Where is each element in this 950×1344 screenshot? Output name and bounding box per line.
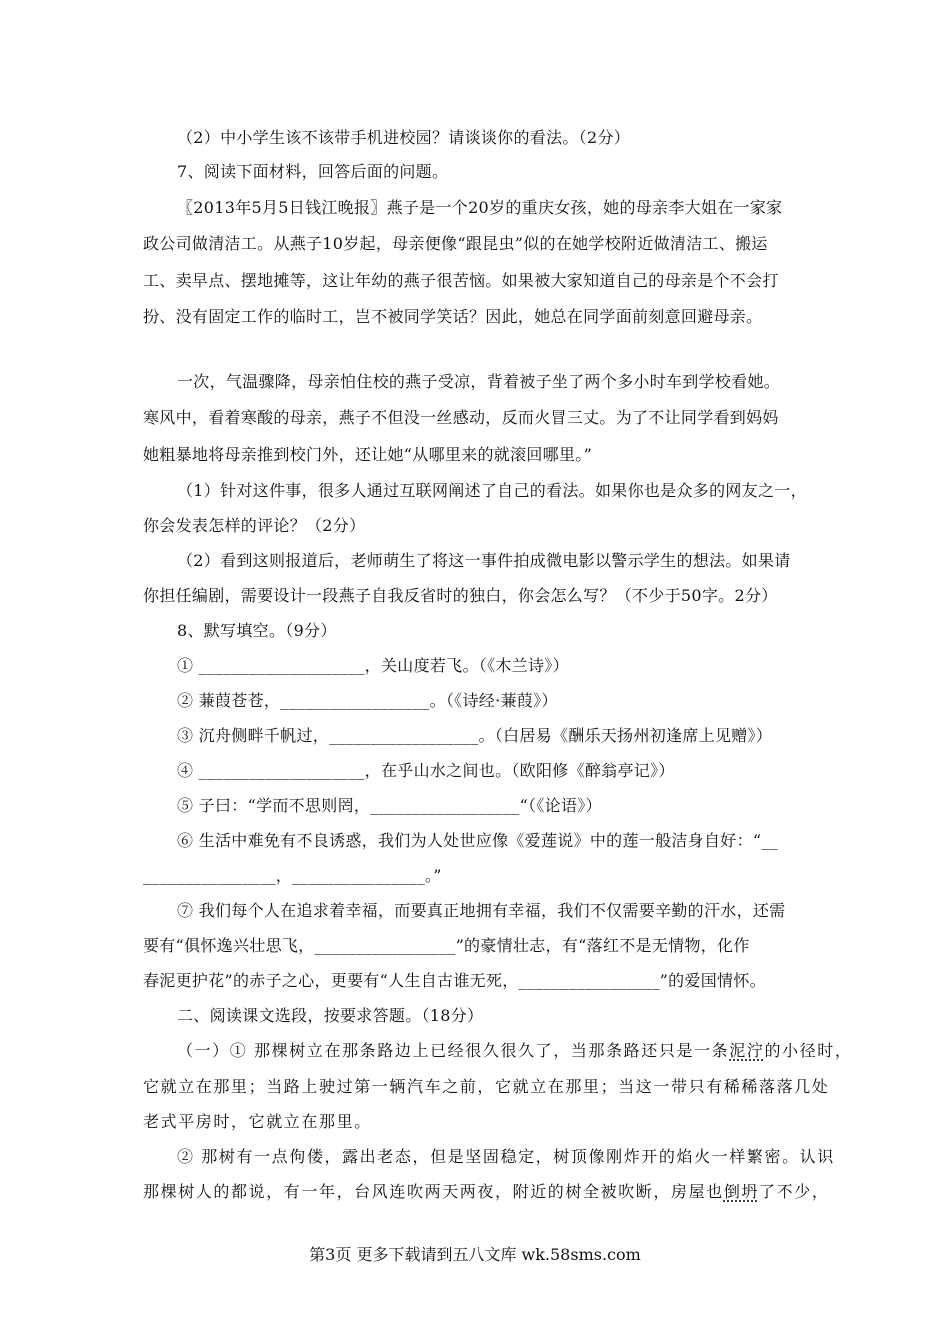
question-8-heading: 8、默写填空。（9分） bbox=[177, 621, 337, 640]
passage-text: 那棵树人的都说，有一年，台风连吹两天两夜，附近的树全被吹断，房屋也 bbox=[143, 1182, 724, 1201]
material-line: 扮、没有固定工作的临时工，岂不被同学笑话？因此，她总在同学面前刻意回避母亲。 bbox=[143, 307, 763, 326]
question-6-2: （2）中小学生该不该带手机进校园？请谈谈你的看法。（2分） bbox=[177, 128, 631, 147]
material-line: 一次，气温骤降，母亲怕住校的燕子受凉，背着被子坐了两个多小时车到学校看她。 bbox=[177, 372, 781, 391]
annotated-word: 泥泞 bbox=[729, 1041, 765, 1060]
fill-blank-7-cont: 春泥更护花”的赤子之心，更要有“人生自古谁无死，_________________”的爱国情怀。 bbox=[143, 971, 766, 990]
material-line: 政公司做清洁工。从燕子10岁起，母亲便像“跟昆虫”似的在她学校附近做清洁工、搬运 bbox=[143, 234, 768, 253]
passage-line: 它就立在那里；当路上驶过第一辆汽车之前，它就立在那里；当这一带只有稀稀落落几处 bbox=[143, 1077, 830, 1096]
question-7-1-cont: 你会发表怎样的评论？（2分） bbox=[143, 516, 366, 535]
passage-text: 的小径时， bbox=[764, 1041, 853, 1060]
material-line: 寒风中，看着寒酸的母亲，燕子不但没一丝感动，反而火冒三丈。为了不让同学看到妈妈 bbox=[143, 408, 779, 427]
section-2-heading: 二、阅读课文选段，按要求答题。（18分） bbox=[177, 1006, 484, 1025]
question-7-heading: 7、阅读下面材料，回答后面的问题。 bbox=[177, 162, 449, 181]
question-7-1: （1）针对这件事，很多人通过互联网阐述了自己的看法。如果你也是众多的网友之一， bbox=[177, 481, 807, 500]
material-line: 工、卖早点、摆地摊等，这让年幼的燕子很苦恼。如果被大家知道自己的母亲是个不会打 bbox=[143, 271, 779, 290]
page-footer: 第3页 更多下载请到五八文库 wk.58sms.com bbox=[309, 1245, 641, 1264]
fill-blank-7-cont: 要有“俱怀逸兴壮思飞，_________________”的豪情壮志，有“落红不是无情物，化作 bbox=[143, 936, 750, 955]
fill-blank-4: ④ ____________________，在乎山水之间也。（欧阳修《醉翁亭记》） bbox=[177, 761, 675, 780]
fill-blank-7: ⑦ 我们每个人在追求着幸福，而要真正地拥有幸福，我们不仅需要辛勤的汗水，还需 bbox=[177, 901, 786, 920]
question-7-2-cont: 你担任编剧，需要设计一段燕子自我反省时的独白，你会怎么写？（不少于50字。2分） bbox=[143, 586, 778, 605]
question-7-2: （2）看到这则报道后，老师萌生了将这一事件拍成微电影以警示学生的想法。如果请 bbox=[177, 551, 791, 570]
fill-blank-6: ⑥ 生活中难免有不良诱惑，我们为人处世应像《爱莲说》中的莲一般洁身自好：“__ bbox=[177, 831, 778, 850]
passage-line: ② 那树有一点佝偻，露出老态，但是坚固稳定，树顶像刚炸开的焰火一样繁密。认识 bbox=[177, 1147, 835, 1166]
fill-blank-3: ③ 沉舟侧畔千帆过，__________________。（白居易《酬乐天扬州初逢席上见赠》） bbox=[177, 726, 773, 745]
material-line: 〖2013年5月5日钱江晚报〗燕子是一个20岁的重庆女孩，她的母亲李大姐在一家家 bbox=[177, 198, 783, 217]
passage-text: 了不少， bbox=[759, 1182, 830, 1201]
annotated-word: 倒坍 bbox=[723, 1182, 760, 1201]
fill-blank-5: ⑤ 子曰：“学而不思则罔，__________________“（《论语》） bbox=[177, 796, 602, 815]
passage-line bbox=[143, 1181, 829, 1203]
passage-text: （一）① 那棵树立在那条路边上已经很久很久了，当那条路还只是一条 bbox=[177, 1041, 730, 1060]
passage-line bbox=[177, 1040, 853, 1062]
fill-blank-1: ① ____________________，关山度若飞。（《木兰诗》） bbox=[177, 656, 569, 675]
fill-blank-2: ② 蒹葭苍苍，__________________。（《诗经·蒹葭》） bbox=[177, 691, 558, 710]
fill-blank-6-cont: ________________，________________。” bbox=[143, 866, 442, 885]
passage-line: 老式平房时，它就立在那里。 bbox=[143, 1112, 372, 1131]
material-line: 她粗暴地将母亲推到校门外，还让她“从哪里来的就滚回哪里。” bbox=[143, 445, 593, 464]
